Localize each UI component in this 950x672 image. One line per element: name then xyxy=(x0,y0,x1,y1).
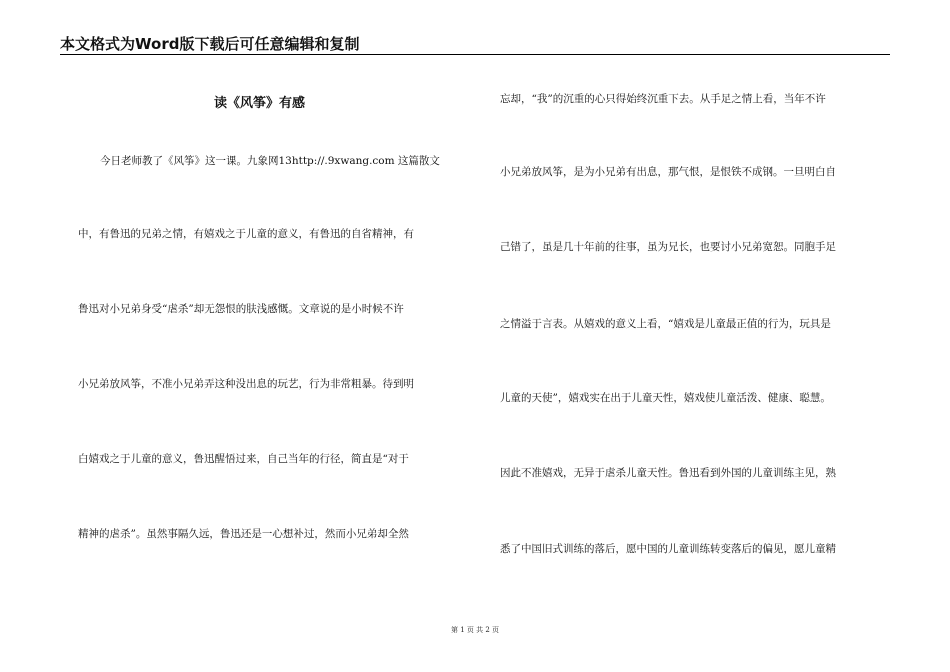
paragraph-line: 因此不准嬉戏，无异于虐杀儿童天性。鲁迅看到外国的儿童训练主见，熟 xyxy=(500,467,836,479)
paragraph-line: 儿童的天使”，嬉戏实在出于儿童天性，嬉戏使儿童活泼、健康、聪慧。 xyxy=(500,392,831,404)
paragraph-line: 精神的虐杀”。虽然事隔久远，鲁迅还是一心想补过，然而小兄弟却全然 xyxy=(78,528,409,540)
page-number: 第 1 页 共 2 页 xyxy=(450,626,500,634)
paragraph-line: 悉了中国旧式训练的落后，愿中国的儿童训练转变落后的偏见，愿儿童精 xyxy=(500,543,836,555)
paragraph-line: 忘却，“我”的沉重的心只得始终沉重下去。从手足之情上看，当年不许 xyxy=(500,93,826,105)
paragraph-line: 己错了，虽是几十年前的往事，虽为兄长，也要讨小兄弟宽恕。同胞手足 xyxy=(500,241,836,253)
paragraph-line: 小兄弟放风筝，不准小兄弟弄这种没出息的玩艺，行为非常粗暴。待到明 xyxy=(78,378,414,390)
paragraph-line: 小兄弟放风筝，是为小兄弟有出息，那气恨，是恨铁不成钢。一旦明白自 xyxy=(500,166,836,178)
page-header: 本文格式为Word版下载后可任意编辑和复制 xyxy=(60,35,360,53)
paragraph-line: 今日老师教了《风筝》这一课。九象网13http://.9xwang.com 这篇散文 xyxy=(100,155,440,167)
document-title: 读《风筝》有感 xyxy=(214,96,306,111)
right-column xyxy=(500,0,890,672)
left-column xyxy=(78,0,468,672)
paragraph-line: 白嬉戏之于儿童的意义，鲁迅醒悟过来，自己当年的行径，简直是“对于 xyxy=(78,453,409,465)
paragraph-line: 鲁迅对小兄弟身受“虐杀”却无怨恨的肤浅感慨。文章说的是小时候不许 xyxy=(78,303,404,315)
paragraph-line: 中，有鲁迅的兄弟之情，有嬉戏之于儿童的意义，有鲁迅的自省精神，有 xyxy=(78,228,414,240)
paragraph-line: 之情溢于言表。从嬉戏的意义上看，“嬉戏是儿童最正值的行为，玩具是 xyxy=(500,318,831,330)
